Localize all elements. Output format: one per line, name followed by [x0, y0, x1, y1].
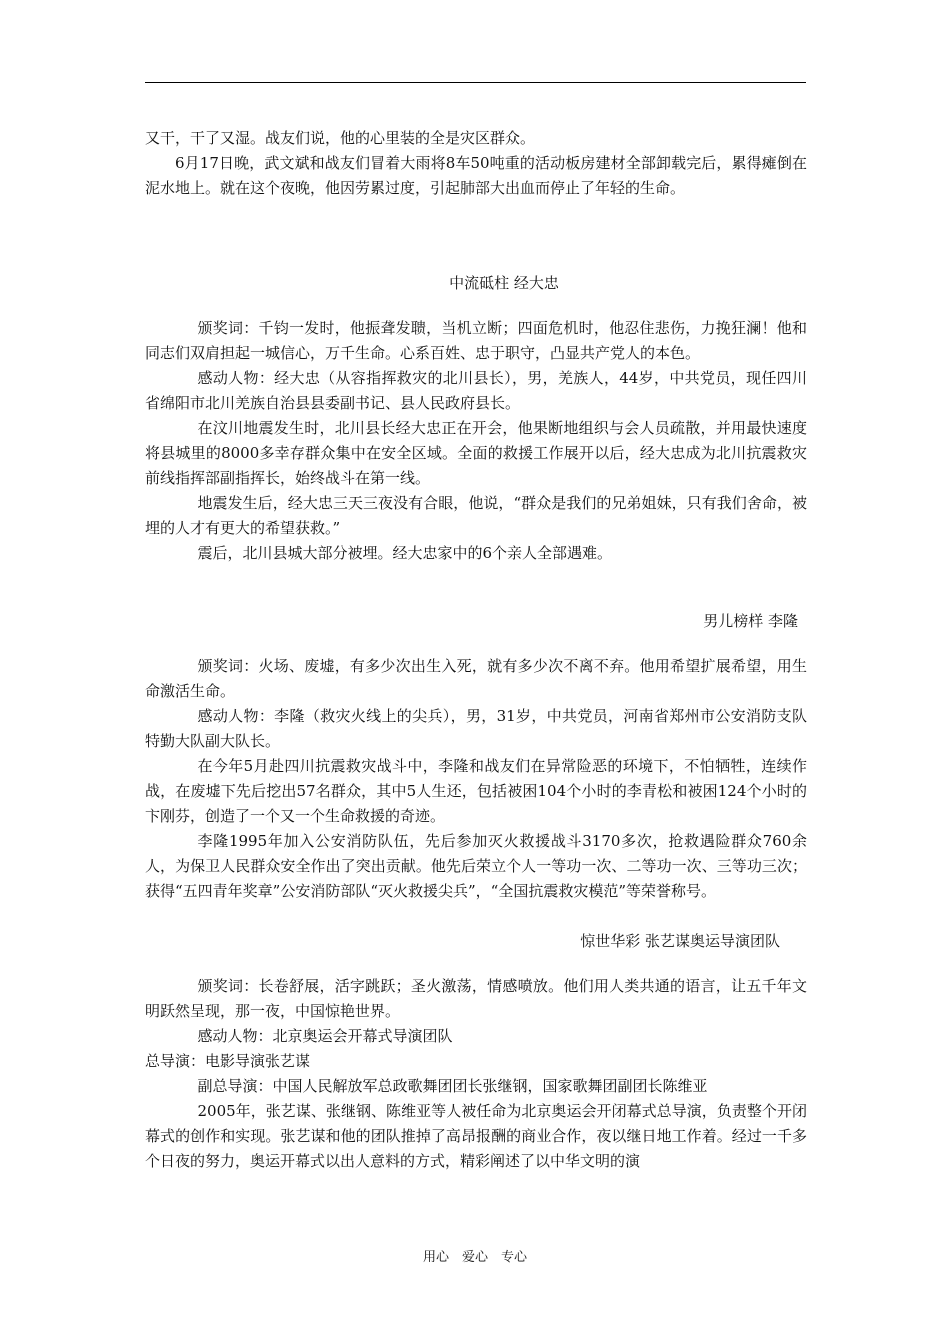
section-title-olympic-team: 惊世华彩 张艺谋奥运导演团队 [580, 932, 780, 950]
person-intro: 感动人物：北京奥运会开幕式导演团队 [197, 1027, 453, 1045]
section-title-jing-dazhong: 中流砥柱 经大忠 [449, 274, 559, 292]
person-intro: 感动人物：经大忠（从容指挥救灾的北川县长），男，羌族人，44岁，中共党员，现任四川省绵阳市北川羌族自治县县委副书记、县人民政府县长。 [145, 369, 807, 412]
award-citation: 颁奖词：火场、废墟，有多少次出生入死，就有多少次不离不弃。他用希望扩展希望，用生命激活生命。 [145, 657, 807, 700]
body-paragraph: 震后，北川县城大部分被埋。经大忠家中的6个亲人全部遇难。 [197, 544, 613, 562]
body-paragraph: 李隆1995年加入公安消防队伍，先后参加灭火救援战斗3170多次，抢救遇险群众760余人，为保卫人民群众安全作出了突出贡献。他先后荣立个人一等功一次、二等功一次、三等功三次；获得“五四青年奖章”公安消防部队“灭火救援尖兵”，“全国抗震救灾模范”等荣誉称号。 [145, 832, 807, 900]
body-paragraph: 在今年5月赴四川抗震救灾战斗中，李隆和战友们在异常险恶的环境下，不怕牺牲，连续作战，在废墟下先后挖出57名群众，其中5人生还，包括被困104个小时的李青松和被困124个小时的卞刚芬，创造了一个又一个生命救援的奇迹。 [145, 757, 807, 825]
deputy-directors: 副总导演：中国人民解放军总政歌舞团团长张继钢，国家歌舞团副团长陈维亚 [197, 1077, 708, 1095]
award-citation: 颁奖词：长卷舒展，活字跳跃；圣火激荡，情感喷放。他们用人类共通的语言，让五千年文明跃然呈现，那一夜，中国惊艳世界。 [145, 977, 807, 1020]
chief-director: 总导演：电影导演张艺谋 [145, 1052, 311, 1070]
header-rule [145, 82, 806, 83]
person-intro: 感动人物：李隆（救灾火线上的尖兵），男，31岁，中共党员，河南省郑州市公安消防支队特勤大队副大队长。 [145, 707, 807, 750]
document-body [145, 126, 807, 1174]
intro-paragraph: 6月17日晚，武文斌和战友们冒着大雨将8车50吨重的活动板房建材全部卸载完后，累得瘫倒在泥水地上。就在这个夜晚，他因劳累过度，引起肺部大出血而停止了年轻的生命。 [145, 154, 807, 197]
award-citation: 颁奖词：千钧一发时，他振聋发聩，当机立断；四面危机时，他忍住悲伤，力挽狂澜！他和同志们双肩担起一城信心，万千生命。心系百姓、忠于职守，凸显共产党人的本色。 [145, 319, 807, 362]
intro-paragraph: 又干，干了又湿。战友们说，他的心里装的全是灾区群众。 [145, 129, 536, 147]
body-paragraph: 2005年，张艺谋、张继钢、陈维亚等人被任命为北京奥运会开闭幕式总导演，负责整个开闭幕式的创作和实现。张艺谋和他的团队推掉了高昂报酬的商业合作，夜以继日地工作着。经过一千多个日夜的努力，奥运开幕式以出人意料的方式，精彩阐述了以中华文明的演 [145, 1102, 807, 1170]
section-title-li-long: 男儿榜样 李隆 [703, 612, 798, 630]
page-footer: 用心 爱心 专心 [422, 1250, 527, 1265]
body-paragraph: 在汶川地震发生时，北川县长经大忠正在开会，他果断地组织与会人员疏散，并用最快速度将县城里的8000多幸存群众集中在安全区域。全面的救援工作展开以后，经大忠成为北川抗震救灾前线指挥部副指挥长，始终战斗在第一线。 [145, 419, 807, 487]
body-paragraph: 地震发生后，经大忠三天三夜没有合眼，他说，“群众是我们的兄弟姐妹，只有我们舍命，被埋的人才有更大的希望获救。” [145, 494, 807, 537]
